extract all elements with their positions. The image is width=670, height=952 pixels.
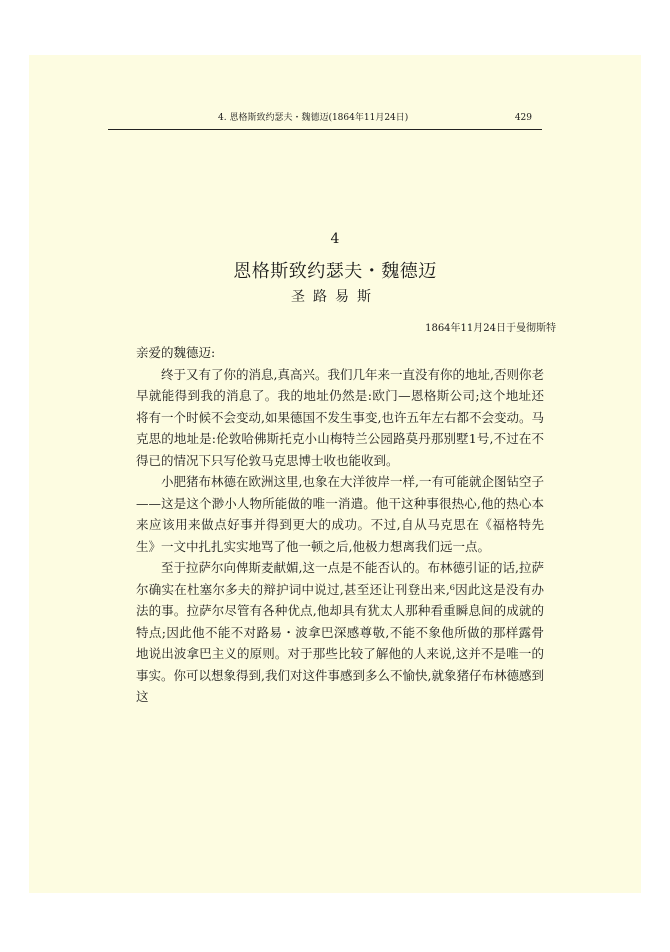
running-head bbox=[108, 109, 542, 130]
letter-body bbox=[136, 342, 544, 708]
paragraph: 终于又有了你的消息,真高兴。我们几年来一直没有你的地址,否则你老早就能得到我的消息了。我的地址仍然是:欧门—恩格斯公司;这个地址还将有一个时候不会变动,如果德国不发生事变,也许五年左右都不会变动。马克思的地址是:伦敦哈佛斯托克小山梅特兰公园路莫丹那别墅1号,不过在不得已的情况下只写伦敦马克思博士收也能收到。 bbox=[136, 366, 544, 468]
letter-recipient-place: 圣路易斯 bbox=[291, 289, 379, 305]
letter-number: 4 bbox=[330, 231, 340, 247]
salutation: 亲爱的魏德迈: bbox=[136, 345, 216, 360]
letter-date-line: 1864年11月24日于曼彻斯特 bbox=[425, 323, 556, 334]
running-head-title: 4. 恩格斯致约瑟夫・魏德迈(1864年11月24日) bbox=[218, 113, 409, 123]
paragraph: 至于拉萨尔向俾斯麦献媚,这一点是不能否认的。布林德引证的话,拉萨尔确实在杜塞尔多夫的辩护词中说过,甚至还让刊登出来,⁶因此这是没有办法的事。拉萨尔尽管有各种优点,他却具有犹太人那种看重瞬息间的成就的特点;因此他不能不对路易・波拿巴深感尊敬,不能不象他所做的那样露骨地说出波拿巴主义的原则。对于那些比较了解他的人来说,这并不是唯一的事实。你可以想象得到,我们对这件事感到多么不愉快,就象猪仔布林德感到这 bbox=[136, 560, 544, 704]
letter-title: 恩格斯致约瑟夫・魏德迈 bbox=[233, 261, 437, 282]
page-number: 429 bbox=[514, 113, 532, 123]
paragraph: 小肥猪布林德在欧洲这里,也象在大洋彼岸一样,一有可能就企图钻空子——这是这个渺小人物所能做的唯一消遣。他干这种事很热心,他的热心本来应该用来做点好事并得到更大的成功。不过,自从马克思在《福格特先生》一文中扎扎实实地骂了他一顿之后,他极力想离我们远一点。 bbox=[136, 474, 544, 554]
